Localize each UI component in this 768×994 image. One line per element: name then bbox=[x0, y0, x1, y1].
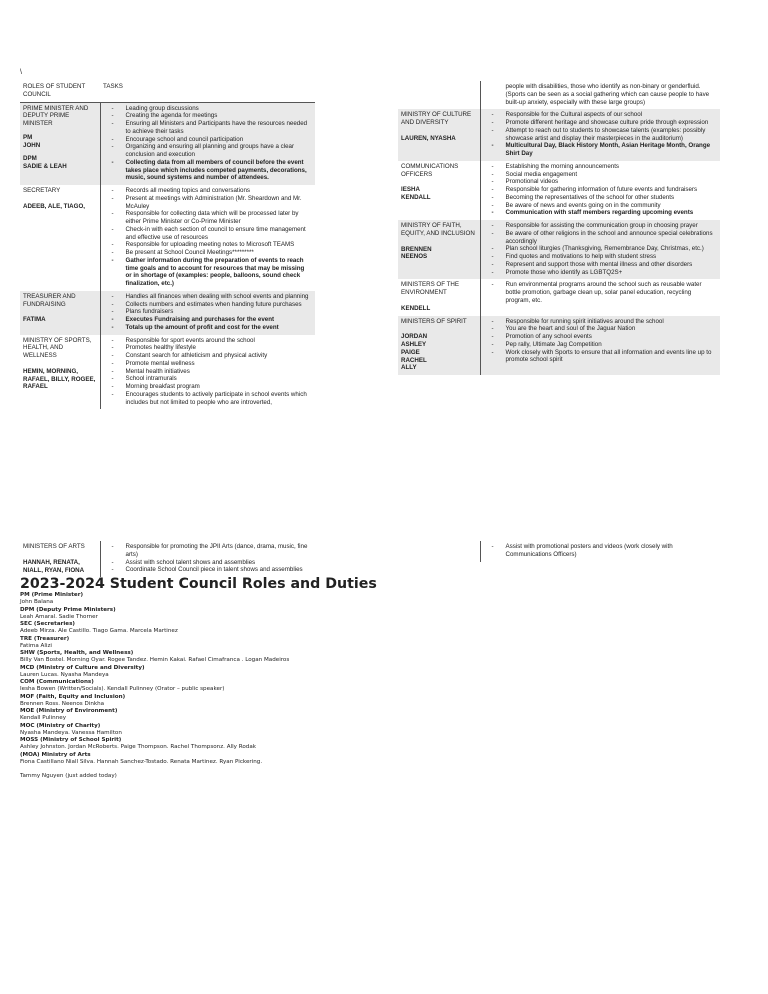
role-row bbox=[20, 335, 315, 410]
role-row bbox=[20, 102, 315, 185]
member-names: Adeeb Mirza. Ale Castillo. Tiago Gama. Marcela Martinez bbox=[20, 628, 178, 635]
role-members: LAUREN, NYASHA bbox=[401, 134, 456, 142]
role-cell bbox=[20, 102, 100, 185]
task-item: - Multicultural Day, Black History Month, Asian Heritage Month, Orange Shirt Day bbox=[484, 142, 718, 158]
role-name: MINISTERS OF SPIRIT bbox=[401, 317, 467, 325]
role-sub-label: DPM bbox=[23, 155, 37, 163]
roles-header: ROLES OF STUDENT COUNCIL bbox=[20, 81, 100, 102]
task-item: - Leading group discussions bbox=[104, 105, 313, 113]
task-list bbox=[484, 163, 718, 217]
role-name: MINISTERS OF THE ENVIRONMENT bbox=[401, 281, 459, 296]
role-sub bbox=[23, 134, 97, 150]
task-item: - Present at meetings with Administration (Mr. Sheardown and Mr. McAuley bbox=[104, 195, 313, 211]
role-name: SECRETARY bbox=[23, 187, 61, 194]
task-item: - Responsible for collecting data which will be processed later by either Prime Minister or Co-Prime Minister bbox=[104, 210, 313, 226]
role-cell bbox=[20, 185, 100, 291]
role-heading: MOE (Ministry of Environment) bbox=[20, 708, 118, 714]
task-list bbox=[484, 222, 718, 276]
task-item: - Responsible for assisting the communication group in choosing prayer bbox=[484, 222, 718, 230]
task-item: - You are the heart and soul of the Jaguar Nation bbox=[484, 325, 718, 333]
task-item: - Creating the agenda for meetings bbox=[104, 112, 313, 120]
role-heading: MCD (Ministry of Culture and Diversity) bbox=[20, 664, 145, 671]
role-cell bbox=[20, 335, 100, 410]
task-item: - Constant search for athleticism and physical activity bbox=[104, 352, 313, 360]
summary-section bbox=[20, 576, 740, 780]
task-item: - Organizing and ensuring all planning and groups have a clear conclusion and execution bbox=[104, 143, 313, 159]
task-item: - Responsible for running spirit initiatives around the school bbox=[484, 318, 718, 326]
task-list bbox=[484, 318, 718, 365]
role-cell bbox=[20, 291, 100, 335]
task-item: - Responsible for promoting the JPII Arts (dance, drama, music, fine arts) bbox=[104, 543, 313, 559]
role-row bbox=[398, 541, 720, 562]
role-heading: SHW (Sports, Health, and Wellness) bbox=[20, 650, 134, 656]
role-heading: MOC (Ministry of Charity) bbox=[20, 722, 101, 729]
task-item: - Responsible for gathering information of future events and fundraisers bbox=[484, 186, 718, 194]
task-item: - Gather information during the preparation of events to reach time goals and to account for resources that may be missing or in shortage of (examples: people, balloons, sound check finalization, etc.) bbox=[104, 257, 313, 288]
tasks-cell bbox=[100, 335, 315, 410]
task-list bbox=[104, 337, 313, 407]
role-cell bbox=[398, 109, 480, 161]
role-row bbox=[398, 316, 720, 376]
task-item: - Ensuring all Ministers and Participants have the resources needed to achieve their tasks bbox=[104, 120, 313, 136]
role-cell bbox=[398, 279, 480, 315]
task-item: - Promote different heritage and showcase culture pride through expression bbox=[484, 119, 718, 127]
role-heading: (MOA) Ministry of Arts bbox=[20, 751, 91, 758]
tasks-cell bbox=[480, 81, 720, 109]
task-item: - Run environmental programs around the school such as reusable water bottle promotion, garbage clean up, solar panel education, recycling program, etc. bbox=[484, 281, 718, 304]
role-name: MINISTRY OF SPORTS, HEALTH, AND WELLNESS bbox=[23, 336, 92, 359]
role-members: SADIE & LEAH bbox=[23, 163, 67, 170]
member-names: John Balana bbox=[20, 599, 54, 606]
role-name: PRIME MINISTER AND DEPUTY PRIME MINISTER bbox=[23, 104, 89, 127]
task-item: - Be present at School Council Meetings********* bbox=[104, 249, 313, 257]
task-list bbox=[484, 281, 718, 304]
tasks-cell bbox=[100, 541, 315, 577]
tasks-cell bbox=[480, 279, 720, 315]
role-row bbox=[398, 81, 720, 109]
role-members: JOHN bbox=[23, 141, 41, 149]
summary-title: 2023-2024 Student Council Roles and Duties bbox=[20, 576, 377, 592]
roles-table-left bbox=[20, 81, 315, 409]
role-cell bbox=[398, 220, 480, 279]
task-list bbox=[484, 111, 718, 158]
task-item: people with disabilities, those who identify as non-binary or genderfluid. (Sports can be seen as a social gathering which can cause people to have built-up anxiety, especially with these large groups) bbox=[505, 83, 710, 106]
task-item: - Assist with promotional posters and videos (work closely with Communications Officers) bbox=[484, 543, 718, 559]
role-members: FATIMA bbox=[23, 316, 46, 324]
role-heading: SEC (Secretaries) bbox=[20, 621, 75, 627]
task-item: - Coordinate School Council piece in talent shows and assemblies bbox=[104, 566, 313, 574]
member-names: Ashley Johnston. Jordan McRoberts. Paige Thompson. Rachel Thompsonz. Ally Rodak bbox=[20, 744, 256, 751]
task-item: - Social media engagement bbox=[484, 171, 718, 179]
role-members: IESHA KENDALL bbox=[401, 186, 431, 201]
spacer bbox=[20, 766, 740, 773]
task-item: - Attempt to reach out to students to showcase talents (examples: possibly showcase artist and display their masterpieces in the auditorium) bbox=[484, 127, 718, 143]
role-heading: PM (Prime Minister) bbox=[20, 592, 84, 598]
task-list bbox=[104, 293, 313, 332]
task-item: - Encourages students to actively participate in school events which includes but not limited to people who are introverted, bbox=[104, 391, 313, 407]
task-item: - Promotes healthy lifestyle bbox=[104, 344, 313, 352]
role-members: KENDELL bbox=[401, 304, 431, 312]
member-names: Kendall Pulinney bbox=[20, 715, 67, 722]
tasks-cell bbox=[100, 185, 315, 291]
task-item: - Collects numbers and estimates when handing future purchases bbox=[104, 301, 313, 309]
task-item: - Pep rally, Ultimate Jag Competition bbox=[484, 341, 718, 349]
role-cell bbox=[398, 316, 480, 376]
role-heading: DPM (Deputy Prime Ministers) bbox=[20, 606, 116, 613]
role-cell bbox=[398, 161, 480, 220]
member-names: Tammy Nguyen (just added today) bbox=[20, 773, 117, 779]
arts-table bbox=[20, 541, 315, 577]
task-list bbox=[104, 543, 313, 574]
member-names: Fatima Alizi bbox=[20, 642, 52, 649]
role-row bbox=[398, 279, 720, 315]
member-names: Brennen Ross. Neenos Dinkha bbox=[20, 700, 105, 707]
role-row bbox=[20, 291, 315, 335]
stray-mark: \ bbox=[20, 69, 22, 76]
tasks-cell bbox=[480, 109, 720, 161]
tasks-cell bbox=[480, 316, 720, 376]
tasks-cell bbox=[480, 220, 720, 279]
task-list bbox=[484, 83, 718, 106]
task-item: - Collecting data from all members of council before the event takes place which includes competed payments, decorations, music, sound systems and number of attendees. bbox=[104, 159, 313, 182]
role-name: MINISTERS OF ARTS bbox=[23, 543, 85, 550]
task-item: - Establishing the morning announcements bbox=[484, 163, 718, 171]
member-names: Leah Amaral. Sadie Thorner bbox=[20, 613, 98, 620]
role-name: COMMUNICATIONS OFFICERS bbox=[401, 162, 459, 178]
task-item: - Responsible for the Cultural aspects of our school bbox=[484, 111, 718, 119]
task-item: - Encourage school and council participation bbox=[104, 136, 313, 144]
role-name: TREASURER AND FUNDRAISING bbox=[23, 292, 76, 308]
task-item: - Check-in with each section of council to ensure time management and effective use of resources bbox=[104, 226, 313, 242]
tasks-cell bbox=[100, 102, 315, 185]
member-names: Lauren Lucas. Nyasha Mandeya bbox=[20, 671, 109, 678]
role-sub bbox=[23, 155, 97, 171]
role-members: ADEEB, ALE, TIAGO, bbox=[23, 202, 85, 210]
role-row bbox=[20, 185, 315, 291]
tasks-header: TASKS bbox=[100, 81, 315, 102]
member-names: Nyasha Mandeya. Vanessa Hamilton bbox=[20, 729, 122, 736]
task-item: - Communication with staff members regarding upcoming events bbox=[484, 209, 718, 217]
task-item: - Promote those who identify as LGBTQ2S+ bbox=[484, 269, 718, 277]
role-name: MINISTRY OF CULTURE AND DIVERSITY bbox=[401, 111, 472, 126]
task-item: - Records all meeting topics and conversations bbox=[104, 187, 313, 195]
role-heading: MOSS (Ministry of School Spirit) bbox=[20, 737, 122, 743]
role-members: HANNAH, RENATA, NIALL, RYAN, FIONA bbox=[23, 558, 85, 574]
task-item: - Mental health initiatives bbox=[104, 368, 313, 376]
role-members: JORDAN ASHLEY PAIGE RACHEL ALLY bbox=[401, 333, 428, 372]
task-item: - Promotional videos bbox=[484, 178, 718, 186]
role-members: HEMIN, MORNING, RAFAEL, BILLY, ROGEE, RAFAEL bbox=[23, 367, 96, 391]
member-names: Fiona Castillano Niall Silva. Hannah Sanchez-Tostado. Renata Martinez. Ryan Pickering. bbox=[20, 758, 263, 765]
task-list bbox=[104, 105, 313, 183]
role-members: BRENNEN NEENOS bbox=[401, 245, 432, 261]
task-item: - Executes Fundraising and purchases for the event bbox=[104, 316, 313, 324]
task-item: - Be aware of news and events going on in the community bbox=[484, 202, 718, 210]
task-list bbox=[484, 543, 718, 559]
role-row bbox=[398, 220, 720, 279]
role-row bbox=[398, 109, 720, 161]
tasks-cell bbox=[480, 161, 720, 220]
task-item: - Be aware of other religions in the school and announce special celebrations accordingly bbox=[484, 230, 718, 246]
task-item: - Plan school liturgies (Thanksgiving, Remembrance Day, Christmas, etc.) bbox=[484, 245, 718, 253]
role-cell bbox=[20, 541, 100, 577]
task-item: - Responsible for uploading meeting notes to Microsoft TEAMS bbox=[104, 241, 313, 249]
summary-lines bbox=[20, 592, 740, 780]
task-item: - Morning breakfast program bbox=[104, 383, 313, 391]
task-item: - Plans fundraisers bbox=[104, 308, 313, 316]
tasks-cell bbox=[480, 541, 720, 562]
tasks-cell bbox=[100, 291, 315, 335]
task-item: - Promote mental wellness bbox=[104, 360, 313, 368]
roles-table-right bbox=[398, 81, 720, 375]
role-heading: COM (Communications) bbox=[20, 679, 94, 685]
role-row bbox=[398, 161, 720, 220]
role-cell bbox=[398, 81, 480, 109]
role-row bbox=[20, 541, 315, 577]
role-sub-label: PM bbox=[23, 133, 33, 141]
role-cell bbox=[398, 541, 480, 562]
task-item: - Find quotes and motivations to help with student stress bbox=[484, 253, 718, 261]
task-item: - Responsible for sport events around the school bbox=[104, 337, 313, 345]
task-item: - Becoming the representatives of the school for other students bbox=[484, 194, 718, 202]
role-name: MINISTRY OF FAITH, EQUITY, AND INCLUSION bbox=[401, 222, 475, 237]
role-heading: MOF (Faith, Equity and Inclusion) bbox=[20, 693, 126, 700]
task-item: - Work closely with Sports to ensure that all information and events line up to promote school spirit bbox=[484, 349, 718, 365]
task-item: - Represent and support those with mental illness and other disorders bbox=[484, 261, 718, 269]
task-list bbox=[104, 187, 313, 288]
task-item: - Totals up the amount of profit and cost for the event bbox=[104, 324, 313, 332]
task-item: - Promotion of any school events bbox=[484, 333, 718, 341]
arts-table-right bbox=[398, 541, 720, 562]
task-item: - School intramurals bbox=[104, 375, 313, 383]
member-names: Iesha Bowen (Written/Socials). Kendall Pulinney (Orator – public speaker) bbox=[20, 686, 225, 693]
task-item: - Assist with school talent shows and assemblies bbox=[104, 559, 313, 567]
task-item: - Handles all finances when dealing with school events and planning bbox=[104, 293, 313, 301]
role-heading: TRE (Treasurer) bbox=[20, 635, 70, 642]
member-names: Billy Van Bostel. Morning Oyar. Rogee Tandez. Hemin Kakai. Rafael Cimafranca . Logan Madeiros bbox=[20, 657, 290, 664]
